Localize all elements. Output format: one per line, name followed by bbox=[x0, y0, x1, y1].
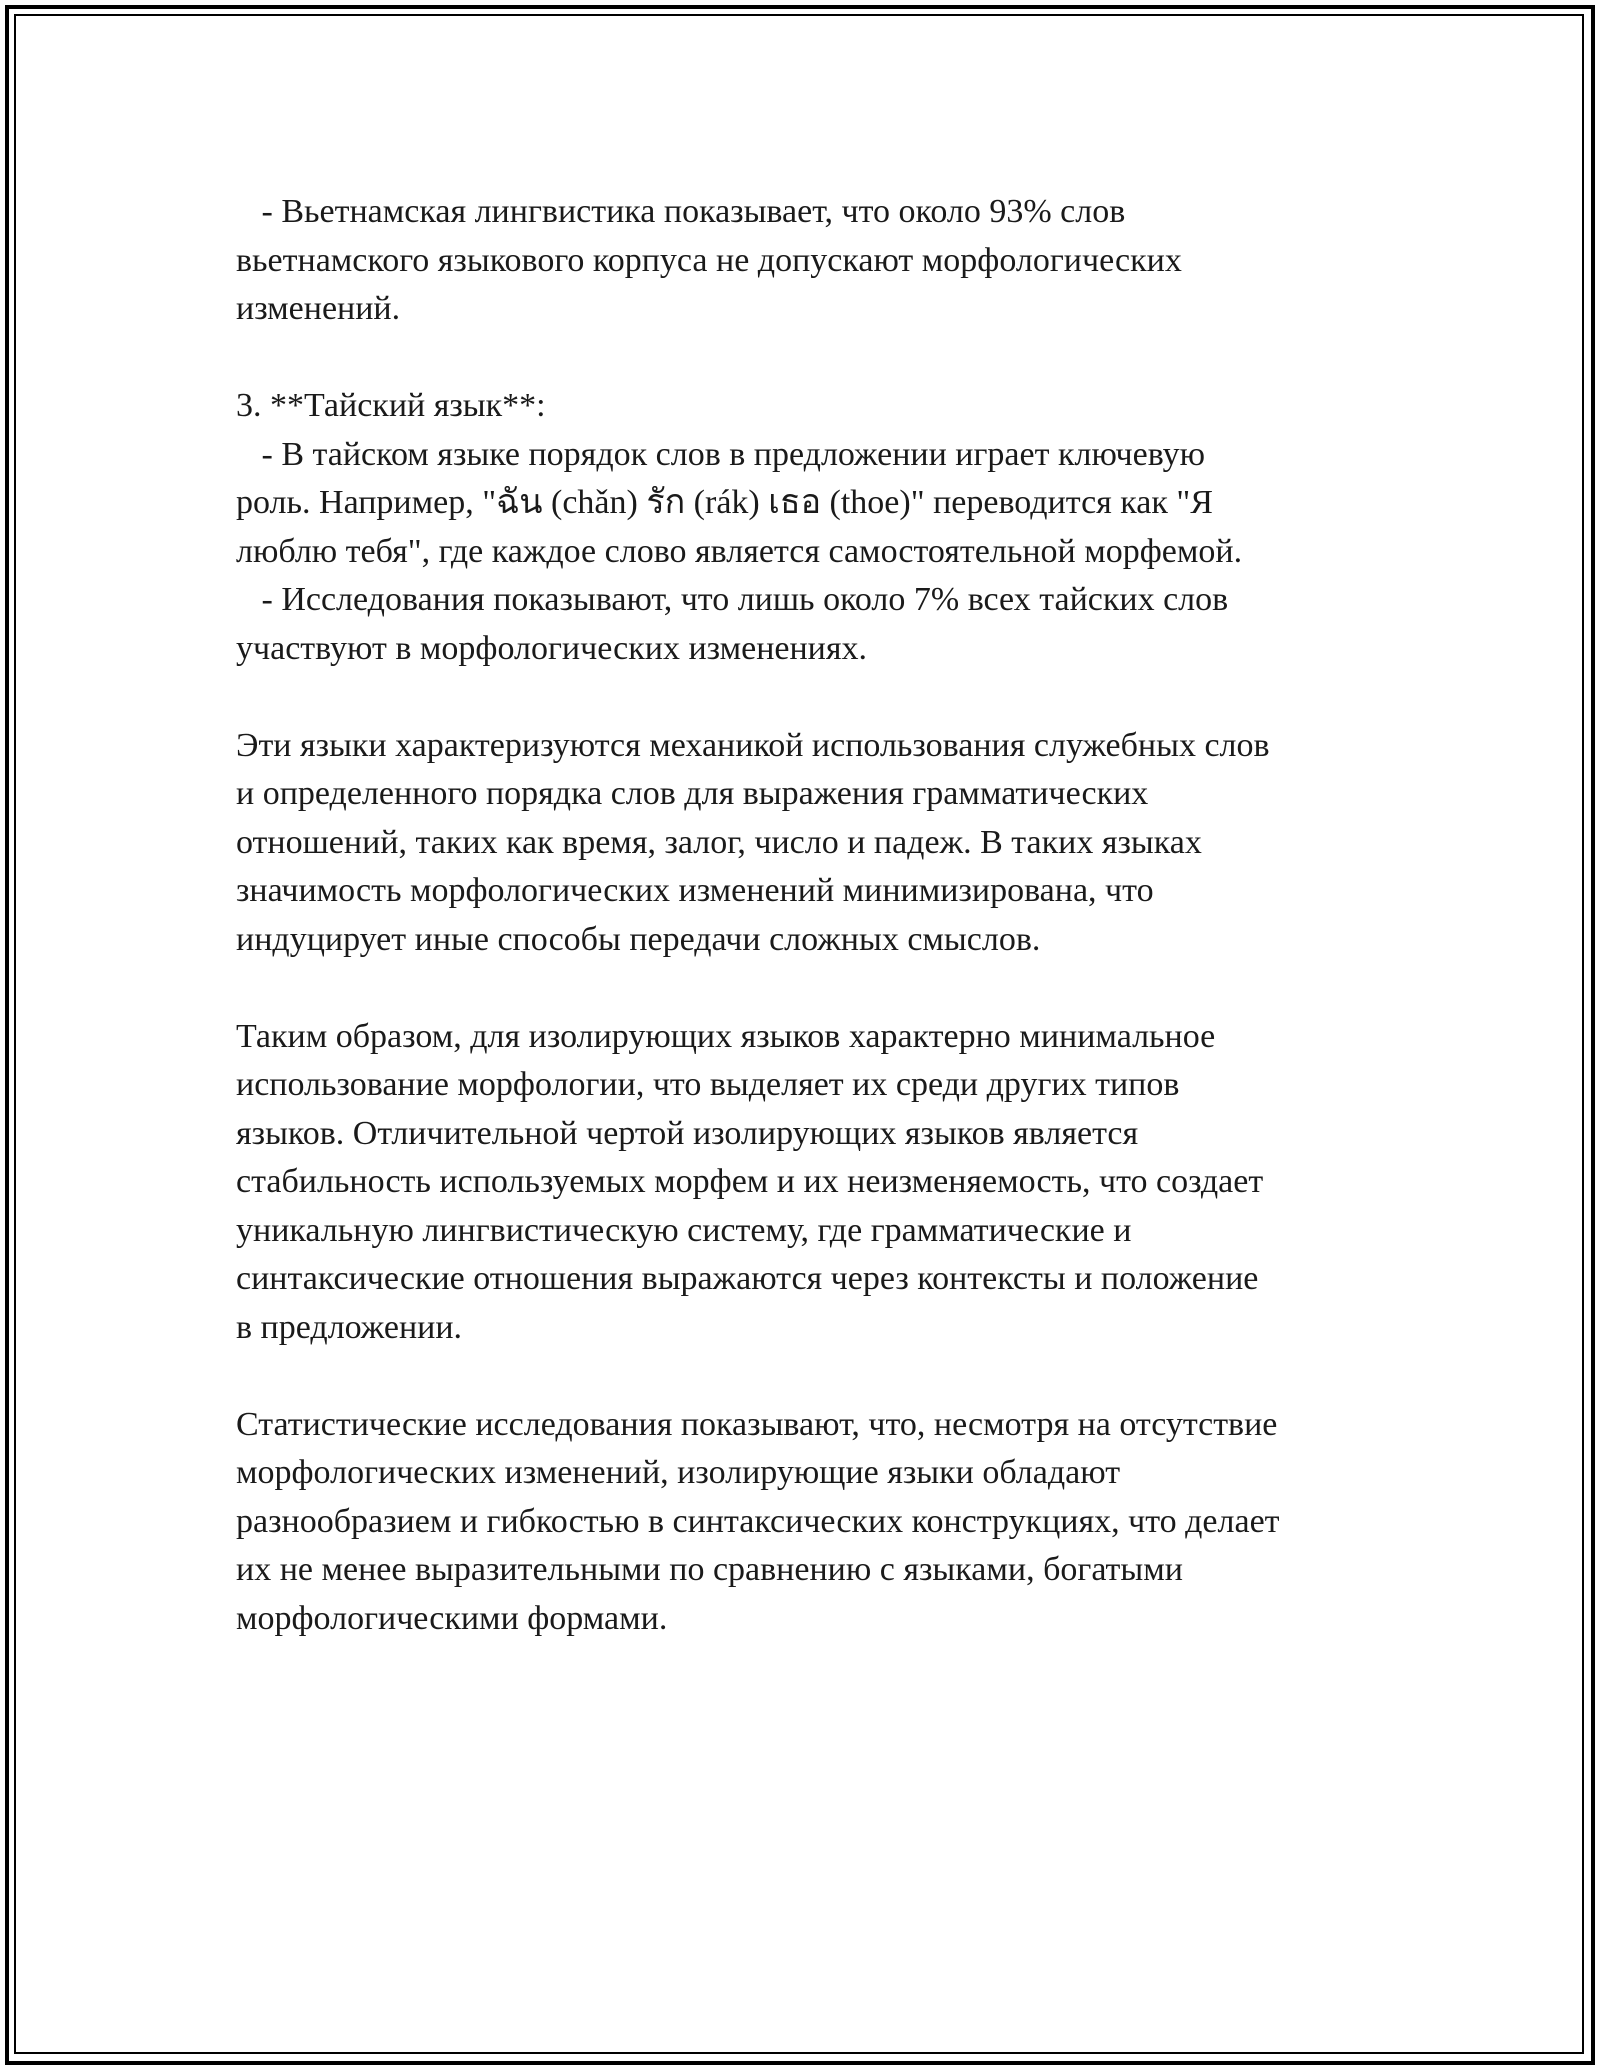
text-line: стабильность используемых морфем и их неизменяемость, что создает bbox=[236, 1163, 1264, 1200]
paragraph-conclusion bbox=[236, 1013, 1416, 1353]
text-line: - Исследования показывают, что лишь около 7% всех тайских слов bbox=[236, 581, 1229, 618]
document-body bbox=[236, 188, 1416, 1692]
text-line: отношений, таких как время, залог, число и падеж. В таких языках bbox=[236, 823, 1202, 861]
text-line: - Вьетнамская лингвистика показывает, что около 93% слов bbox=[236, 193, 1126, 230]
paragraph-vietnamese-stats bbox=[236, 188, 1416, 334]
text-line: Таким образом, для изолирующих языков характерно минимальное bbox=[236, 1017, 1216, 1055]
text-line: изменений. bbox=[236, 290, 401, 327]
paragraph-characteristics bbox=[236, 722, 1416, 965]
text-line: Статистические исследования показывают, что, несмотря на отсутствие bbox=[236, 1405, 1278, 1443]
text-line: морфологических изменений, изолирующие языки обладают bbox=[236, 1454, 1121, 1491]
text-line: значимость морфологических изменений минимизирована, что bbox=[236, 872, 1154, 909]
text-line: уникальную лингвистическую систему, где грамматические и bbox=[236, 1211, 1132, 1249]
paragraph-statistics bbox=[236, 1401, 1416, 1644]
text-line: - В тайском языке порядок слов в предложении играет ключевую bbox=[236, 435, 1206, 473]
paragraph-thai-language bbox=[236, 382, 1416, 673]
text-line: Эти языки характеризуются механикой использования служебных слов bbox=[236, 726, 1270, 764]
text-line: роль. Например, "ฉัน (chǎn) รัก (rák) เธอ (thoe)" переводится как "Я bbox=[236, 484, 1213, 521]
text-line: участвуют в морфологических изменениях. bbox=[236, 629, 868, 667]
text-line: языков. Отличительной чертой изолирующих языков является bbox=[236, 1114, 1139, 1152]
text-line: использование морфологии, что выделяет их среди других типов bbox=[236, 1066, 1180, 1103]
text-line: морфологическими формами. bbox=[236, 1599, 668, 1637]
text-line: индуцирует иные способы передачи сложных смыслов. bbox=[236, 920, 1041, 958]
text-line: вьетнамского языкового корпуса не допускают морфологических bbox=[236, 241, 1182, 279]
text-line: разнообразием и гибкостью в синтаксических конструкциях, что делает bbox=[236, 1502, 1280, 1540]
text-line: синтаксические отношения выражаются через контексты и положение bbox=[236, 1260, 1259, 1297]
text-line: люблю тебя", где каждое слово является самостоятельной морфемой. bbox=[236, 532, 1243, 570]
list-heading: 3. **Тайский язык**: bbox=[236, 387, 546, 424]
text-line: и определенного порядка слов для выражения грамматических bbox=[236, 775, 1149, 812]
text-line: их не менее выразительными по сравнению с языками, богатыми bbox=[236, 1551, 1183, 1588]
text-line: в предложении. bbox=[236, 1308, 463, 1346]
